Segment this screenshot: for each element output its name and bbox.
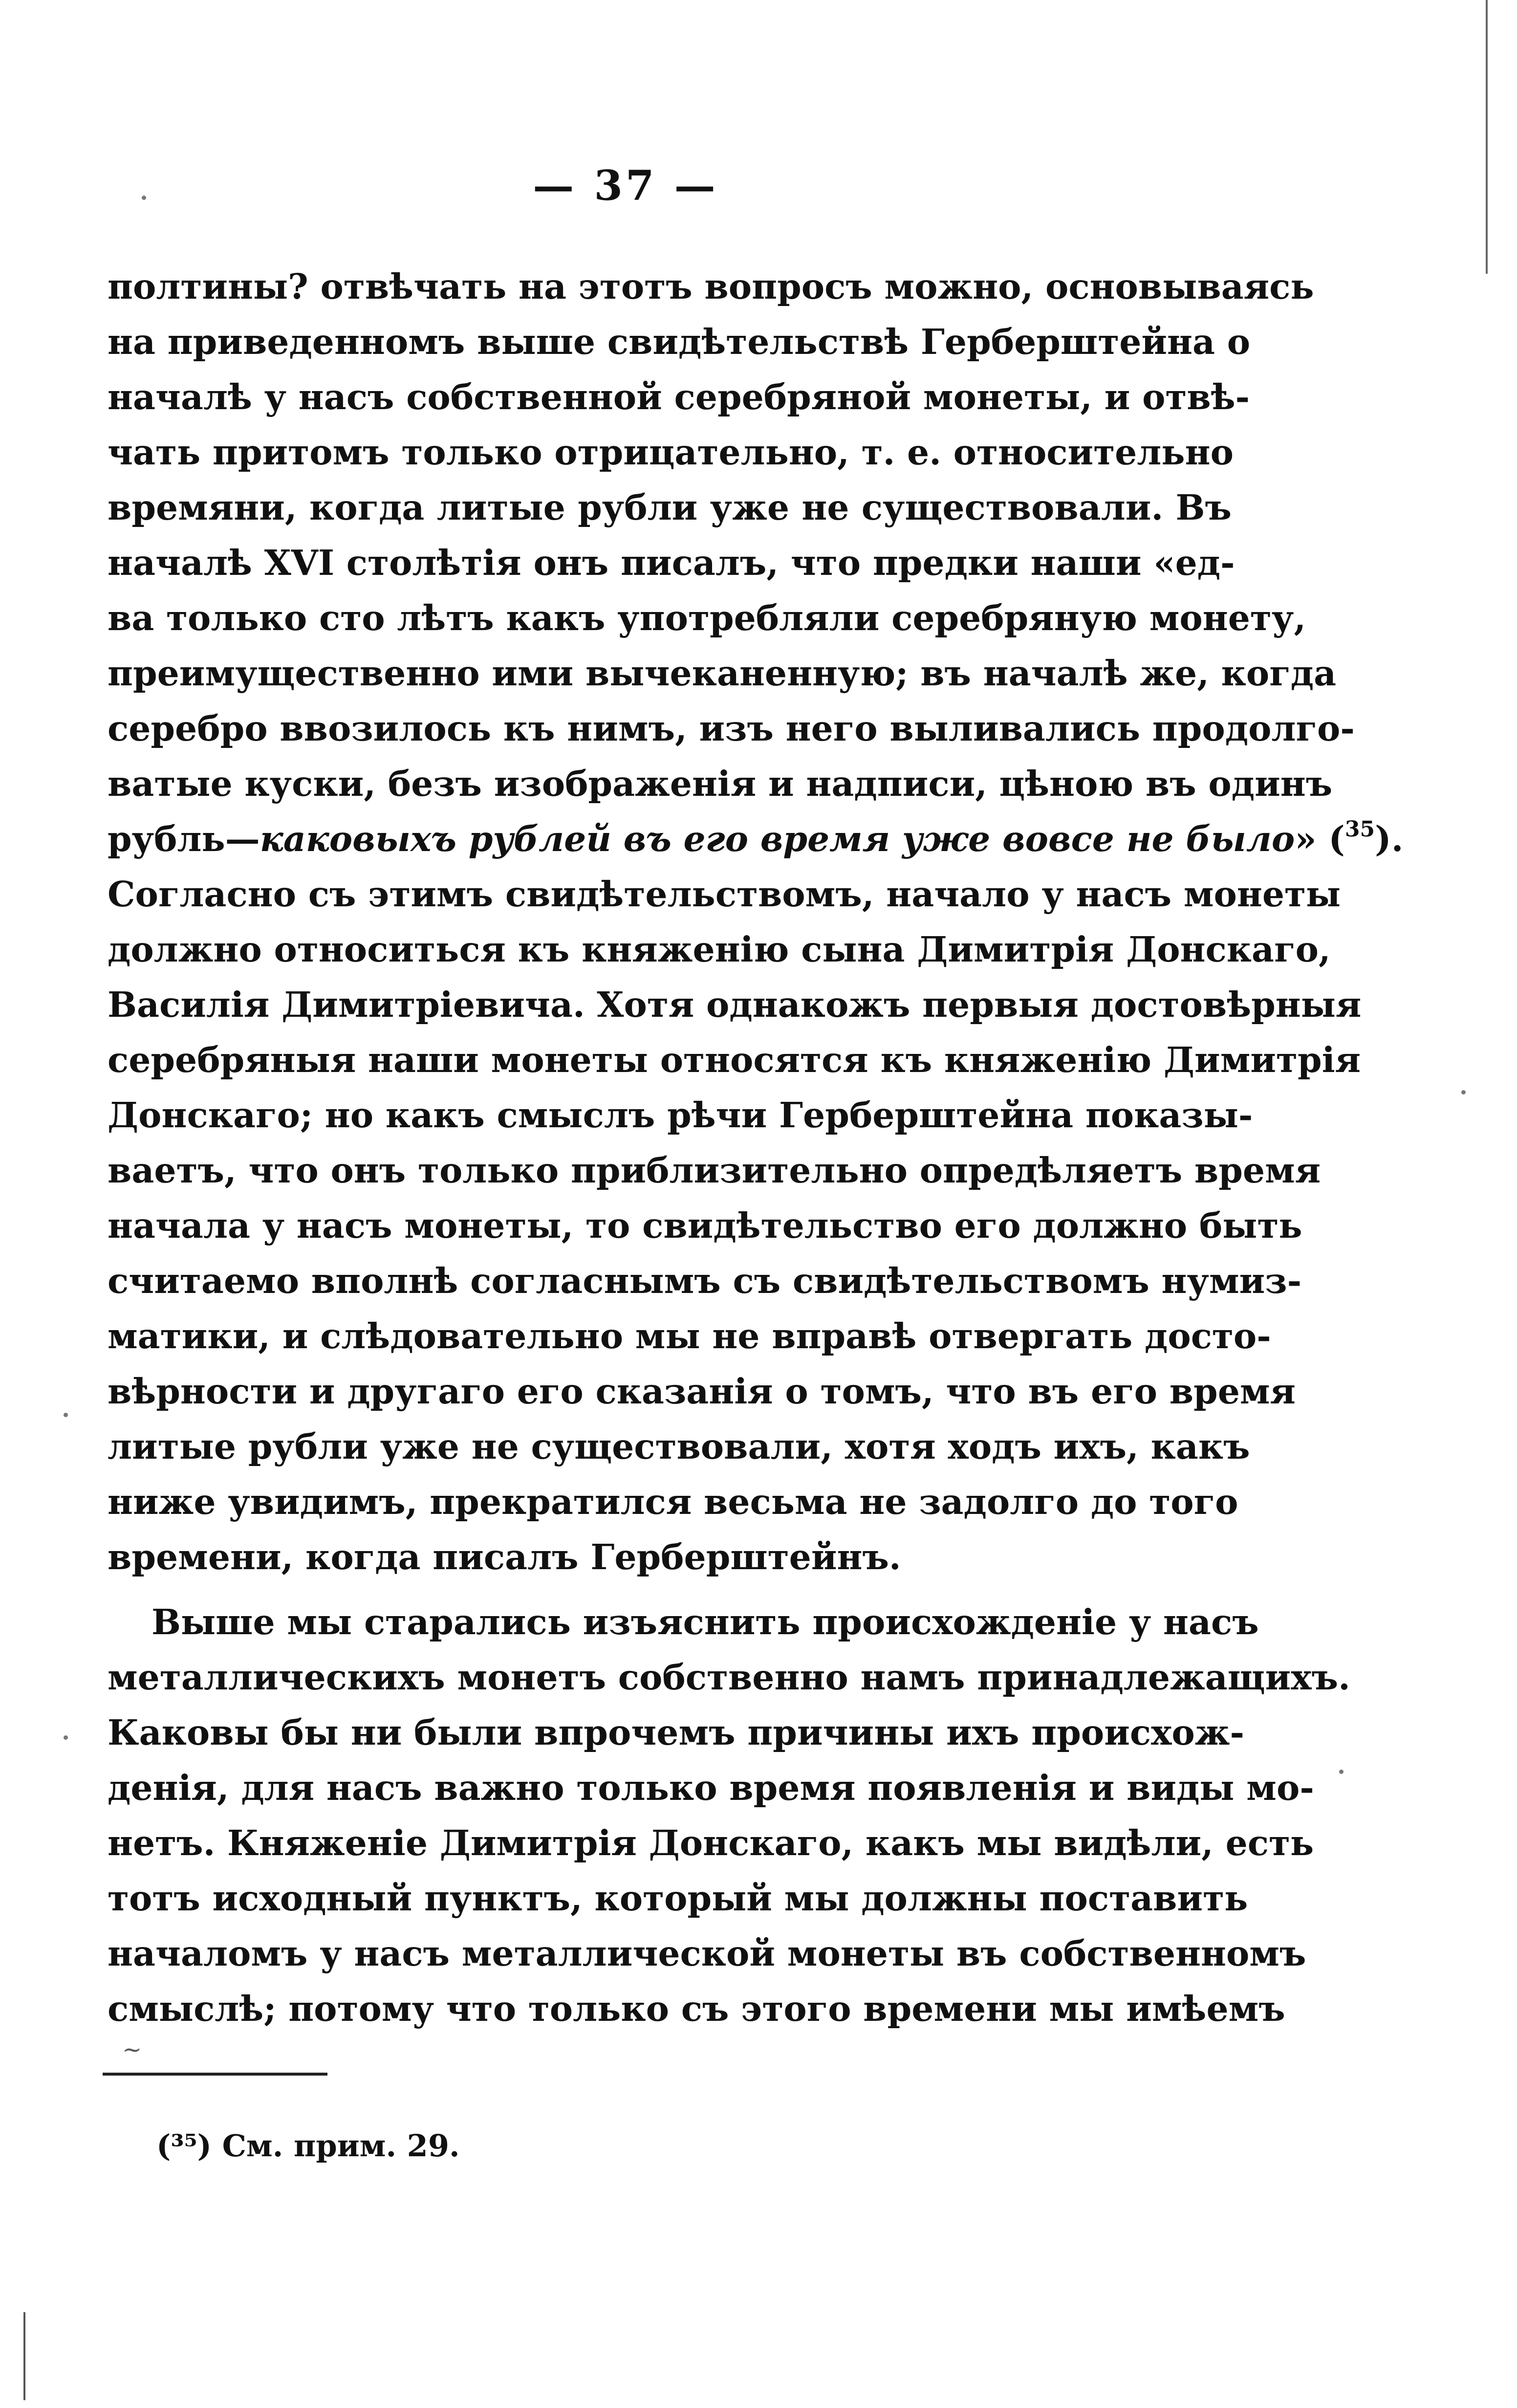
text-line: началомъ у насъ металлической монеты въ собственномъ [108,1933,1306,1974]
text-line: металлическихъ монетъ собственно намъ принадлежащихъ. [108,1657,1350,1698]
text-line: ватые куски, безъ изображенія и надписи, цѣною въ одинъ [108,763,1333,804]
quote-close: » ( [1295,818,1345,859]
scan-margin-bar [23,2312,25,2400]
text-line: ниже увидимъ, прекратился весьма не задолго до того [108,1481,1238,1522]
text-line: ва только сто лѣтъ какъ употребляли серебряную монету, [108,597,1306,638]
text-line: серебро ввозилось къ нимъ, изъ него выливались продолго- [108,708,1355,749]
footnote-ref-close: ). [1375,818,1404,859]
text-line: начала у насъ монеты, то свидѣтельство его должно быть [108,1205,1302,1246]
scan-speck [1461,1090,1466,1095]
text-line: считаемо вполнѣ согласнымъ съ свидѣтельствомъ нумиз- [108,1260,1302,1301]
text-line: денія, для насъ важно только время появленія и виды мо- [108,1767,1314,1808]
text-line: Каковы бы ни были впрочемъ причины ихъ происхож- [108,1712,1244,1753]
text-line: чать притомъ только отрицательно, т. е. относительно [108,432,1234,473]
text-line: полтины? отвѣчать на этотъ вопросъ можно, основываясь [108,266,1314,307]
text-line: Донскаго; но какъ смыслъ рѣчи Герберштейна показы- [108,1095,1253,1136]
text-line: тотъ исходный пунктъ, который мы должны поставить [108,1878,1248,1919]
text-line: литые рубли уже не существовали, хотя ходъ ихъ, какъ [108,1426,1250,1467]
text-line: матики, и слѣдовательно мы не вправѣ отвергать досто- [108,1315,1271,1357]
line-prefix: рубль— [108,818,260,859]
text-line: времяни, когда литые рубли уже не существовали. Въ [108,487,1232,528]
scan-speck [64,1735,68,1740]
text-line-with-quote [108,811,1404,867]
text-line: нетъ. Княженіе Димитрія Донскаго, какъ мы видѣли, есть [108,1822,1314,1863]
text-line: ваетъ, что онъ только приблизительно опредѣляетъ время [108,1150,1321,1191]
text-line: началѣ XVI столѣтія онъ писалъ, что предки наши «ед- [108,542,1235,583]
text-line: вѣрности и другаго его сказанія о томъ, что въ его время [108,1371,1296,1412]
text-line: времени, когда писалъ Герберштейнъ. [108,1536,901,1577]
text-line: Согласно съ этимъ свидѣтельствомъ, начало у насъ монеты [108,874,1341,915]
scan-speck [1339,1770,1344,1774]
quoted-italic-text: каковыхъ рублей въ его время уже вовсе не было [260,818,1295,859]
body-text [108,259,1404,2036]
text-line: началѣ у насъ собственной серебряной монеты, и отвѣ- [108,376,1250,417]
footnote-rule [103,2073,327,2076]
text-line: смыслѣ; потому что только съ этого времени мы имѣемъ [108,1988,1285,2029]
text-line: Выше мы старались изъяснить происхожденіе у насъ [152,1601,1259,1642]
text-line: на приведенномъ выше свидѣтельствѣ Герберштейна о [108,321,1251,362]
page-number: — 37 — [533,161,718,210]
text-line: Василія Димитріевича. Хотя однакожъ первыя достовѣрныя [108,984,1362,1025]
footnote: (³⁵) См. прим. 29. [156,2128,460,2164]
text-line: преимущественно ими вычеканенную; въ началѣ же, когда [108,653,1337,694]
catchword-smudge: ~ [122,2036,142,2063]
footnote-ref: 35 [1344,817,1375,842]
text-line: должно относиться къ княженію сына Димитрія Донскаго, [108,929,1331,970]
scan-margin-line [1486,0,1488,274]
paragraph-gap [108,1585,1232,1595]
text-line: серебряныя наши монеты относятся къ княженію Димитрія [108,1039,1361,1080]
scan-speck [64,1413,68,1417]
